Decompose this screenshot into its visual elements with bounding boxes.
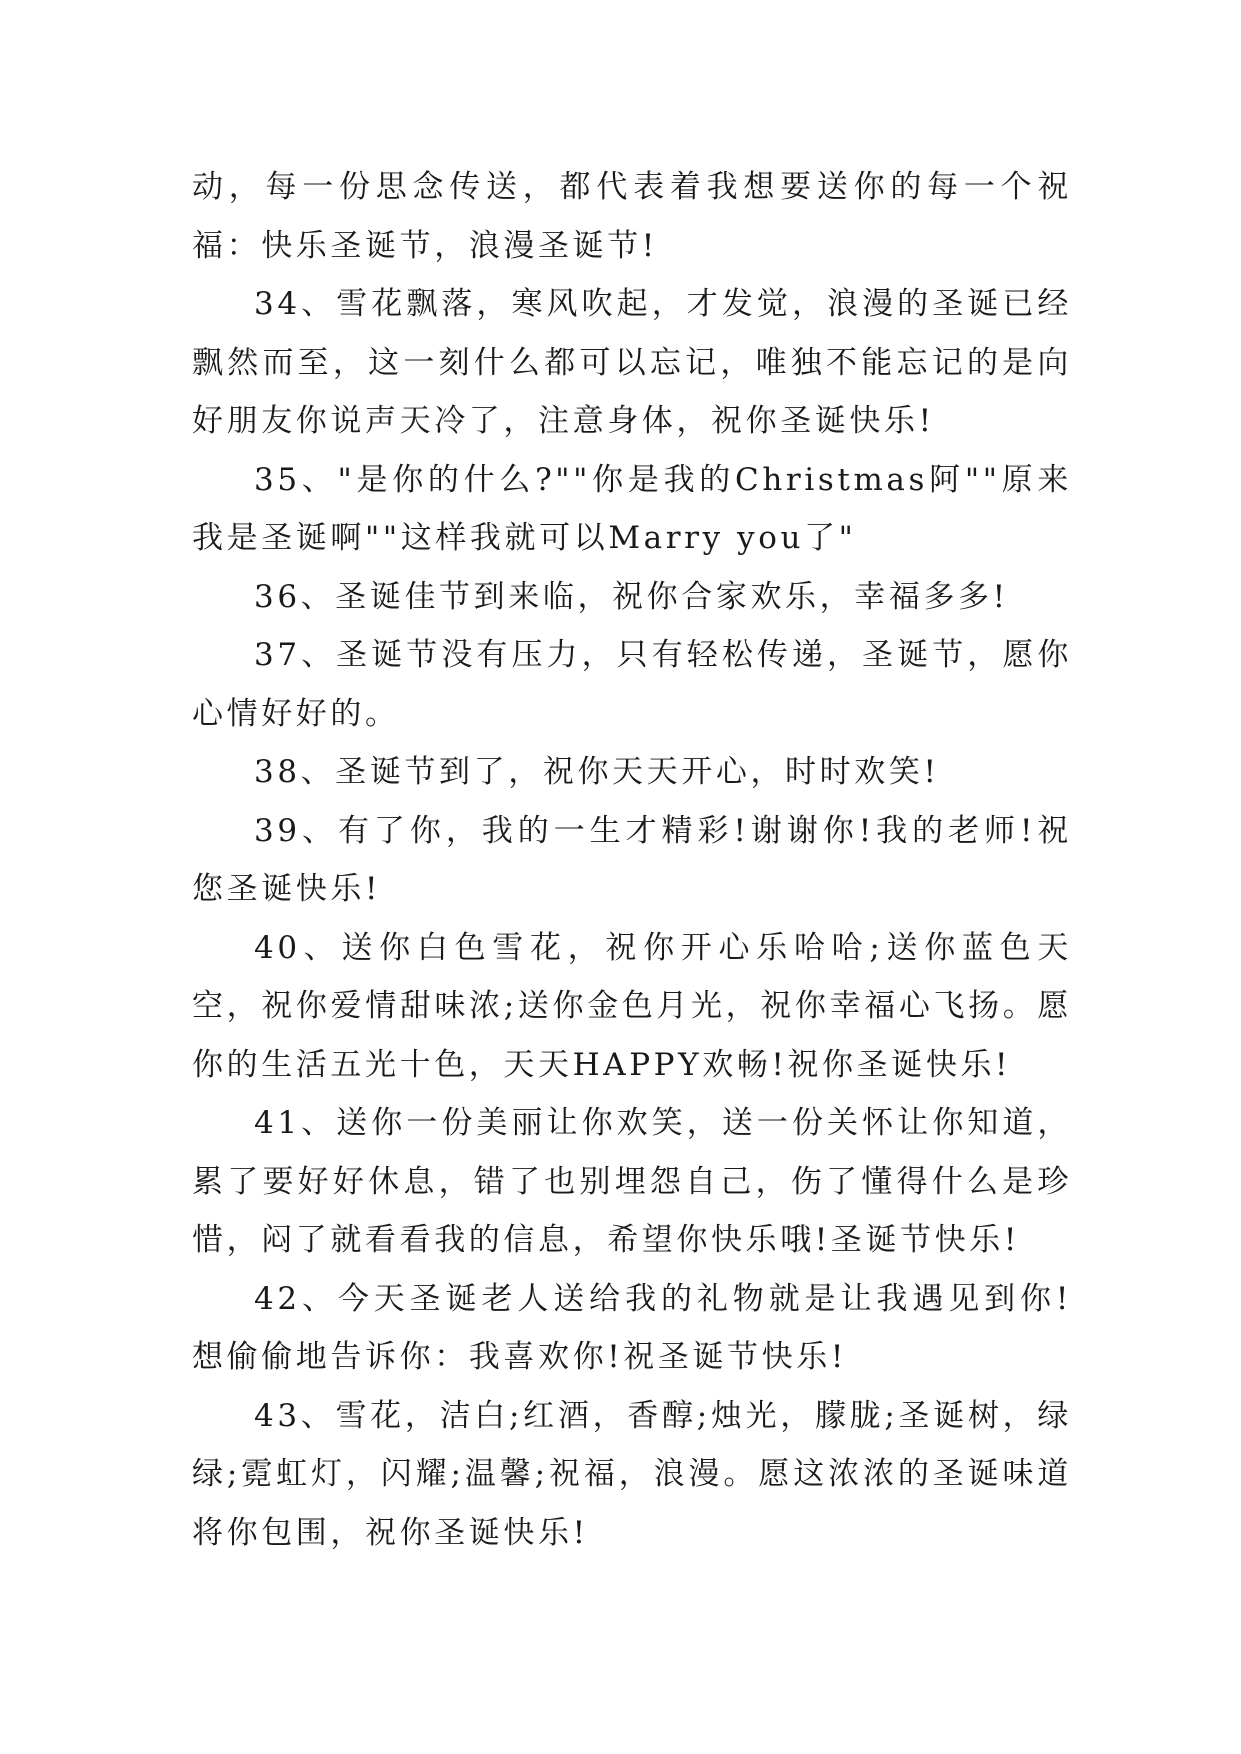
paragraph-39: 39、有了你，我的一生才精彩!谢谢你!我的老师!祝您圣诞快乐!	[192, 812, 1072, 907]
paragraph-40: 40、送你白色雪花，祝你开心乐哈哈;送你蓝色天空，祝你爱情甜味浓;送你金色月光，祝你幸福心飞扬。愿你的生活五光十色，天天HAPPY欢畅!祝你圣诞快乐!	[192, 929, 1072, 1083]
paragraph-37: 37、圣诞节没有压力，只有轻松传递，圣诞节，愿你心情好好的。	[192, 637, 1072, 732]
paragraph-43: 43、雪花，洁白;红酒，香醇;烛光，朦胧;圣诞树，绿绿;霓虹灯，闪耀;温馨;祝福，浪漫。愿这浓浓的圣诞味道将你包围，祝你圣诞快乐!	[192, 1397, 1072, 1551]
paragraph-continued: 动，每一份思念传送，都代表着我想要送你的每一个祝福：快乐圣诞节，浪漫圣诞节!	[192, 169, 1072, 264]
paragraph-42: 42、今天圣诞老人送给我的礼物就是让我遇见到你!想偷偷地告诉你：我喜欢你!祝圣诞节快乐!	[192, 1280, 1072, 1375]
paragraph-35: 35、"是你的什么?""你是我的Christmas阿""原来我是圣诞啊""这样我就可以Marry you了"	[192, 461, 1072, 556]
paragraph-36: 36、圣诞佳节到来临，祝你合家欢乐，幸福多多!	[254, 578, 1009, 615]
document-body	[192, 158, 1072, 1562]
paragraph-41: 41、送你一份美丽让你欢笑，送一份关怀让你知道，累了要好好休息，错了也别埋怨自己，伤了懂得什么是珍惜，闷了就看看我的信息，希望你快乐哦!圣诞节快乐!	[192, 1105, 1072, 1258]
paragraph-34: 34、雪花飘落，寒风吹起，才发觉，浪漫的圣诞已经飘然而至，这一刻什么都可以忘记，唯独不能忘记的是向好朋友你说声天冷了，注意身体，祝你圣诞快乐!	[192, 286, 1072, 439]
paragraph-38: 38、圣诞节到了，祝你天天开心，时时欢笑!	[254, 754, 940, 790]
